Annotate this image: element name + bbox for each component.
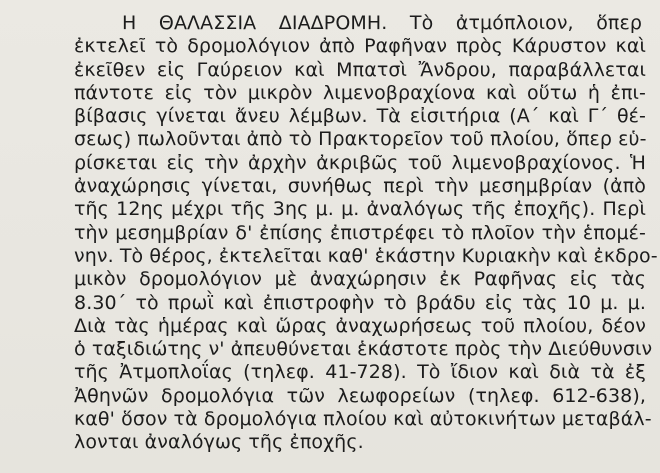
article-paragraph	[0, 12, 660, 455]
text-line-17: Ἀθηνῶν δρομολόγια τῶν λεωφορείων (τηλεφ. 612-638),	[74, 384, 646, 407]
text-line-2: ἐκτελεῖ τὸ δρομολόγιον ἀπὸ Ραφῆναν πρὸς Κάρυστον καὶ	[74, 35, 646, 58]
text-line-13: 8.30΄ τὸ πρωῒ καὶ ἐπιστροφὴν τὸ βράδυ εἰς τὰς 10 μ. μ.	[74, 291, 646, 314]
text-line-6: σεως) πωλοῦνται ἀπὸ τὸ Πρακτορεῖον τοῦ πλοίου, ὅπερ εὑ-	[74, 128, 647, 151]
text-line-15: ὁ ταξιδιώτης ν' ἀπευθύνεται ἑκάστοτε πρὸς τὴν Διεύθυνσιν	[74, 338, 653, 361]
text-line-16: τῆς Ἀτμοπλοΐας (τηλεφ. 41-728). Τὸ ἴδιον καὶ διὰ τὰ ἐξ	[74, 361, 646, 384]
text-line-11: νην. Τὸ θέρος, ἐκτελεῖται καθ' ἑκάστην Κυριακὴν καὶ ἐκδρο-	[74, 244, 658, 267]
text-line-4: πάντοτε εἰς τὸν μικρὸν λιμενοβραχίονα καὶ οὕτω ἡ ἐπι-	[74, 81, 646, 104]
text-line-10: τὴν μεσημβρίαν δ' ἐπίσης ἐπιστρέφει τὸ πλοῖον τὴν ἑπομέ-	[74, 221, 646, 244]
text-line-12: μικὸν δρομολόγιον μὲ ἀναχώρησιν ἐκ Ραφῆνας εἰς τὰς	[74, 268, 646, 291]
text-line-9: τῆς 12ης μέχρι τῆς 3ης μ. μ. ἀναλόγως τῆς ἐποχῆς). Περὶ	[74, 198, 646, 221]
text-line-7: ρίσκεται εἰς τὴν ἀρχὴν ἀκριβῶς τοῦ λιμενοβραχίονος. Ἡ	[74, 151, 646, 174]
text-line-3: ἐκεῖθεν εἰς Γαύρειον καὶ Μπατσὶ Ἄνδρου, παραβάλλεται	[74, 58, 646, 81]
text-line-19: λονται ἀναλόγως τῆς ἐποχῆς.	[74, 431, 364, 454]
text-line-1: Η ΘΑΛΑΣΣΙΑ ΔΙΑΔΡΟΜΗ. Τὸ ἀτμόπλοιον, ὅπερ	[122, 12, 642, 34]
text-line-18: καθ' ὅσον τὰ δρομολόγια πλοίου καὶ αὐτοκινήτων μεταβάλ-	[74, 408, 652, 431]
text-line-8: ἀναχώρησις γίνεται, συνήθως περὶ τὴν μεσημβρίαν (ἀπὸ	[74, 175, 646, 198]
text-line-14: Διὰ τὰς ἡμέρας καὶ ὥρας ἀναχωρήσεως τοῦ πλοίου, δέον	[74, 314, 646, 337]
text-line-5: βίβασις γίνεται ἄνευ λέμβων. Τὰ εἰσιτήρια (Α΄ καὶ Γ΄ θέ-	[74, 105, 646, 128]
